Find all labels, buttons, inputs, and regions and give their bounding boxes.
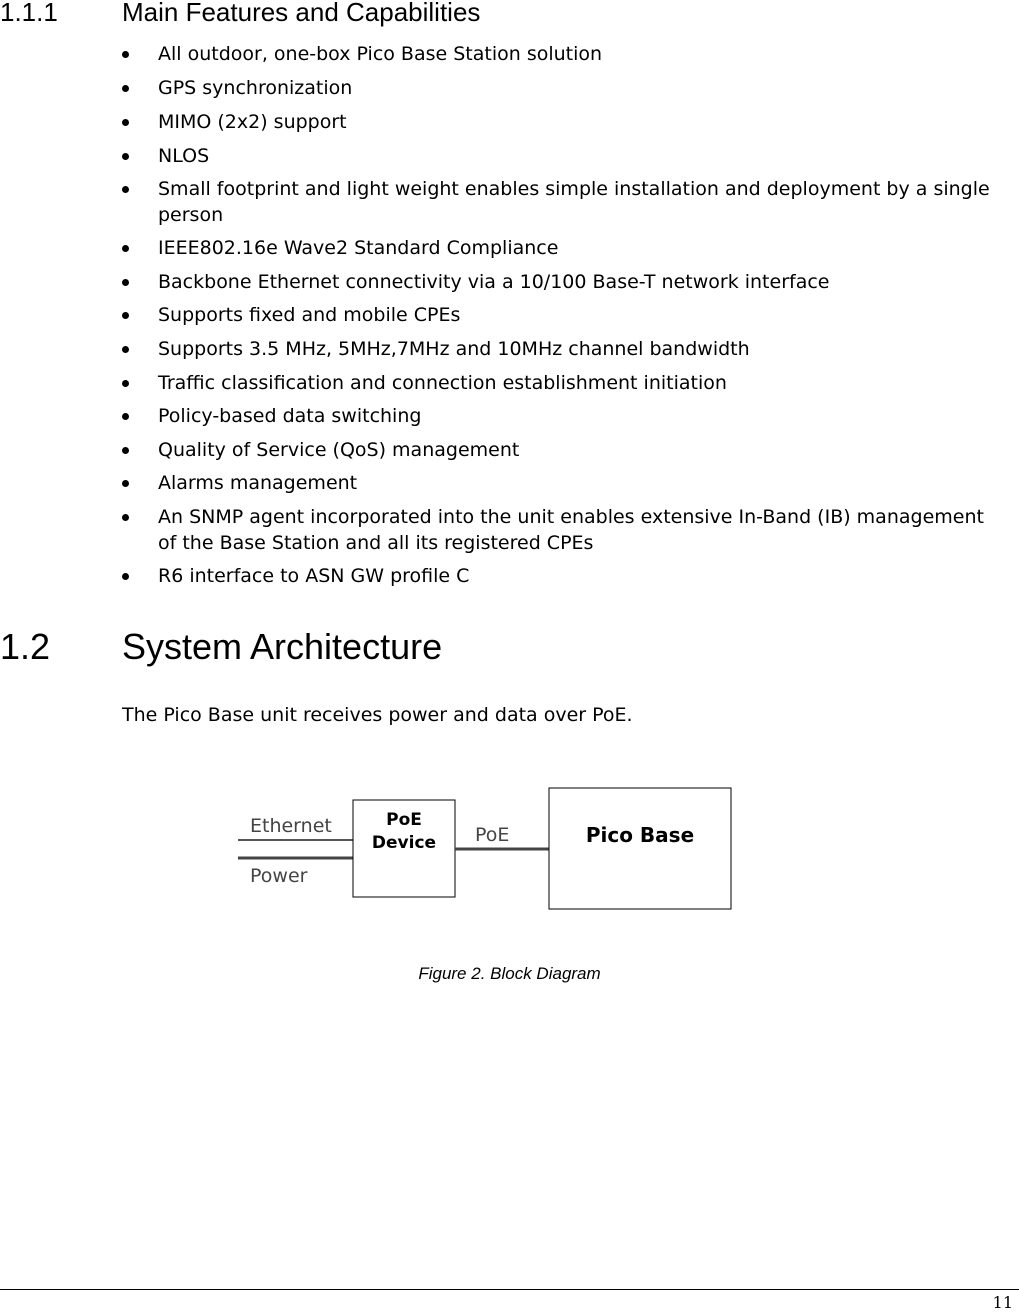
pico-base-label: Pico Base [585,823,695,847]
list-item: R6 interface to ASN GW profile C [158,565,470,587]
list-item: Alarms management [158,472,358,494]
list-item: An SNMP agent incorporated into the unit enables extensive In-Band (IB) management of the Base Station and all its registered CPEs [158,506,984,554]
section-number: 1.1.1 [0,0,58,27]
architecture-title: System Architecture [122,626,443,667]
list-item: Supports fixed and mobile CPEs [158,304,461,326]
architecture-number: 1.2 [0,626,51,667]
list-item: Small footprint and light weight enables simple installation and deployment by a single person [158,178,990,226]
poe-label: PoE [475,824,510,846]
poe-device-label-line1: PoE [386,810,422,830]
power-label: Power [250,865,308,887]
architecture-intro: The Pico Base unit receives power and data over PoE. [122,704,633,726]
list-item: Traffic classification and connection establishment initiation [158,372,727,394]
pico-base-box [549,788,731,909]
poe-device-label-line2: Device [371,833,437,853]
list-item: All outdoor, one-box Pico Base Station solution [158,43,603,65]
list-item: GPS synchronization [158,77,353,99]
list-item: IEEE802.16e Wave2 Standard Compliance [158,237,559,259]
list-item: Backbone Ethernet connectivity via a 10/100 Base-T network interface [158,271,830,293]
list-item: MIMO (2x2) support [158,111,347,133]
list-item: Policy-based data switching [158,405,422,427]
footer-divider [0,1289,1019,1290]
ethernet-label: Ethernet [250,815,332,837]
page-number: 11 [992,1293,1013,1312]
list-item: NLOS [158,145,210,167]
list-item: Quality of Service (QoS) management [158,439,520,461]
section-title: Main Features and Capabilities [122,0,481,27]
list-item: Supports 3.5 MHz, 5MHz,7MHz and 10MHz channel bandwidth [158,338,750,360]
figure-caption: Figure 2. Block Diagram [418,964,601,983]
